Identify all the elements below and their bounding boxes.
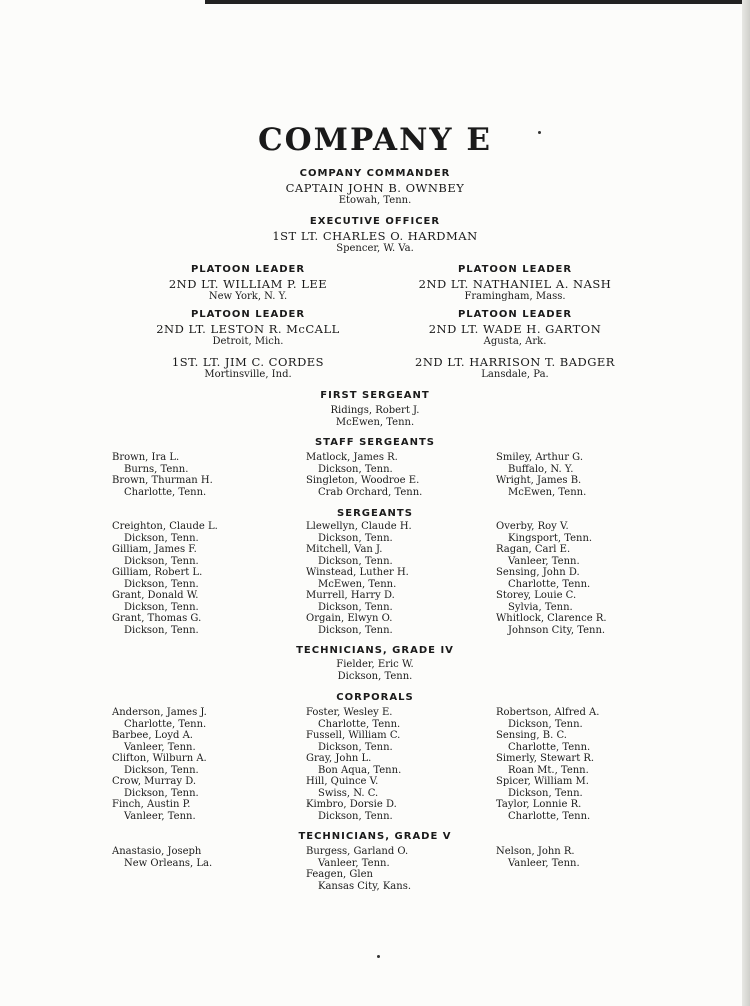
roster-entry bbox=[496, 590, 576, 613]
entry-location: Dickson, Tenn. bbox=[124, 578, 199, 590]
entry-name: Spicer, William M. bbox=[496, 776, 589, 787]
platoon-heading: PLATOON LEADER bbox=[457, 264, 573, 275]
tech4-name: Fielder, Eric W. bbox=[336, 659, 414, 670]
entry-name: Mitchell, Van J. bbox=[306, 544, 383, 555]
roster-entry bbox=[112, 707, 207, 730]
roster-entry bbox=[112, 613, 201, 636]
platoon-leader-location: New York, N. Y. bbox=[208, 291, 288, 302]
entry-name: Creighton, Claude L. bbox=[112, 521, 218, 532]
platoon-heading: PLATOON LEADER bbox=[190, 309, 306, 320]
first-sergeant-heading: FIRST SERGEANT bbox=[320, 390, 430, 401]
entry-name: Brown, Ira L. bbox=[112, 452, 180, 463]
entry-location: Kingsport, Tenn. bbox=[508, 532, 593, 544]
executive-name: 1ST LT. CHARLES O. HARDMAN bbox=[272, 229, 478, 243]
executive-location: Spencer, W. Va. bbox=[336, 243, 414, 254]
entry-name: Finch, Austin P. bbox=[112, 799, 191, 810]
roster-entry bbox=[496, 452, 583, 475]
entry-name: Barbee, Loyd A. bbox=[112, 730, 193, 741]
platoon-leader-location: Detroit, Mich. bbox=[212, 336, 284, 347]
roster-entry bbox=[306, 730, 400, 753]
officer-location: Mortinsville, Ind. bbox=[204, 369, 292, 380]
entry-name: Ragan, Carl E. bbox=[496, 544, 571, 555]
entry-location: McEwen, Tenn. bbox=[318, 578, 397, 590]
entry-name: Simerly, Stewart R. bbox=[496, 753, 595, 764]
entry-location: Dickson, Tenn. bbox=[124, 787, 199, 799]
officer-location: Lansdale, Pa. bbox=[481, 369, 549, 380]
entry-name: Gilliam, Robert L. bbox=[112, 567, 203, 578]
roster-entry bbox=[306, 799, 397, 822]
roster-entry bbox=[496, 475, 586, 498]
entry-name: Grant, Donald W. bbox=[112, 590, 199, 601]
roster-entry bbox=[306, 590, 395, 613]
entry-location: Dickson, Tenn. bbox=[318, 810, 393, 822]
entry-location: Charlotte, Tenn. bbox=[508, 741, 591, 753]
roster-entry bbox=[496, 846, 580, 869]
entry-name: Winstead, Luther H. bbox=[306, 567, 409, 578]
roster-entry bbox=[306, 613, 393, 636]
roster-entry bbox=[112, 776, 199, 799]
roster-entry bbox=[112, 567, 202, 590]
entry-name: Hill, Quince V. bbox=[306, 776, 379, 787]
entry-location: Dickson, Tenn. bbox=[508, 787, 583, 799]
entry-location: Johnson City, Tenn. bbox=[508, 624, 606, 636]
entry-location: Dickson, Tenn. bbox=[318, 601, 393, 613]
roster-entry bbox=[306, 567, 409, 590]
entry-name: Gray, John L. bbox=[306, 753, 372, 764]
entry-location: Charlotte, Tenn. bbox=[318, 718, 401, 730]
entry-location: Dickson, Tenn. bbox=[124, 624, 199, 636]
executive-heading: EXECUTIVE OFFICER bbox=[309, 216, 441, 227]
entry-name: Nelson, John R. bbox=[496, 846, 575, 857]
officer-name: 1ST. LT. JIM C. CORDES bbox=[171, 355, 325, 369]
entry-name: Wright, James B. bbox=[496, 475, 582, 486]
tech5-heading: TECHNICIANS, GRADE V bbox=[298, 831, 452, 842]
commander-name: CAPTAIN JOHN B. OWNBEY bbox=[285, 181, 465, 195]
roster-entry bbox=[306, 776, 378, 799]
entry-name: Llewellyn, Claude H. bbox=[306, 521, 412, 532]
roster-entry bbox=[306, 869, 411, 892]
roster-entry bbox=[112, 753, 207, 776]
roster-entry bbox=[496, 753, 594, 776]
roster-entry bbox=[112, 521, 218, 544]
entry-location: Vanleer, Tenn. bbox=[124, 741, 196, 753]
entry-name: Kimbro, Dorsie D. bbox=[306, 799, 397, 810]
entry-name: Anderson, James J. bbox=[112, 707, 207, 718]
entry-location: Dickson, Tenn. bbox=[318, 624, 393, 636]
tech4-heading: TECHNICIANS, GRADE IV bbox=[296, 645, 454, 656]
entry-name: Foster, Wesley E. bbox=[306, 707, 393, 718]
roster-entry bbox=[496, 613, 607, 636]
roster-entry bbox=[112, 544, 199, 567]
entry-location: Charlotte, Tenn. bbox=[124, 718, 207, 730]
corporals-heading: CORPORALS bbox=[336, 692, 414, 703]
roster-entry bbox=[112, 799, 196, 822]
roster-entry bbox=[306, 475, 422, 498]
entry-location: Roan Mt., Tenn. bbox=[508, 764, 589, 776]
entry-location: Dickson, Tenn. bbox=[318, 555, 393, 567]
roster-entry bbox=[496, 799, 590, 822]
roster-entry bbox=[306, 846, 408, 869]
staff-sergeants-heading: STAFF SERGEANTS bbox=[314, 437, 436, 448]
entry-name: Burgess, Garland O. bbox=[306, 846, 409, 857]
entry-location: Buffalo, N. Y. bbox=[508, 463, 574, 475]
entry-location: Crab Orchard, Tenn. bbox=[318, 486, 423, 498]
entry-name: Orgain, Elwyn O. bbox=[306, 613, 393, 624]
entry-location: Dickson, Tenn. bbox=[124, 555, 199, 567]
roster-entry bbox=[306, 521, 412, 544]
roster-entry bbox=[112, 590, 199, 613]
entry-name: Gilliam, James F. bbox=[112, 544, 197, 555]
roster-entry bbox=[306, 753, 401, 776]
platoon-leader-location: Framingham, Mass. bbox=[464, 291, 566, 302]
platoon-leader-location: Agusta, Ark. bbox=[483, 336, 547, 347]
platoon-leader-name: 2ND LT. LESTON R. McCALL bbox=[156, 322, 340, 336]
roster-entry bbox=[306, 544, 393, 567]
roster-entry bbox=[496, 707, 599, 730]
platoon-heading: PLATOON LEADER bbox=[190, 264, 306, 275]
platoon-leader-name: 2ND LT. WADE H. GARTON bbox=[428, 322, 602, 336]
entry-location: Dickson, Tenn. bbox=[508, 718, 583, 730]
entry-location: Charlotte, Tenn. bbox=[508, 810, 591, 822]
entry-name: Grant, Thomas G. bbox=[112, 613, 202, 624]
entry-name: Taylor, Lonnie R. bbox=[496, 799, 582, 810]
roster-entry bbox=[496, 521, 592, 544]
roster-entry bbox=[112, 730, 196, 753]
entry-name: Robertson, Alfred A. bbox=[496, 707, 600, 718]
entry-name: Anastasio, Joseph bbox=[112, 846, 202, 857]
entry-name: Clifton, Wilburn A. bbox=[112, 753, 207, 764]
roster-entry bbox=[112, 452, 188, 475]
roster-entry bbox=[306, 452, 398, 475]
entry-location: Dickson, Tenn. bbox=[318, 532, 393, 544]
entry-location: Charlotte, Tenn. bbox=[508, 578, 591, 590]
entry-name: Fussell, William C. bbox=[306, 730, 401, 741]
entry-location: Dickson, Tenn. bbox=[124, 532, 199, 544]
commander-heading: COMPANY COMMANDER bbox=[299, 168, 451, 179]
roster-entry bbox=[306, 707, 400, 730]
roster-entry bbox=[496, 730, 590, 753]
entry-location: Dickson, Tenn. bbox=[318, 463, 393, 475]
roster-entry bbox=[496, 544, 580, 567]
entry-location: Dickson, Tenn. bbox=[124, 601, 199, 613]
entry-location: Dickson, Tenn. bbox=[124, 764, 199, 776]
entry-location: Dickson, Tenn. bbox=[318, 741, 393, 753]
entry-location: Bon Aqua, Tenn. bbox=[318, 764, 402, 776]
entry-location: Sylvia, Tenn. bbox=[508, 601, 573, 613]
entry-name: Brown, Thurman H. bbox=[112, 475, 213, 486]
commander-location: Etowah, Tenn. bbox=[338, 195, 412, 206]
platoon-heading: PLATOON LEADER bbox=[457, 309, 573, 320]
scan-speck bbox=[377, 955, 380, 958]
entry-location: Swiss, N. C. bbox=[318, 787, 379, 799]
first-sergeant-name: Ridings, Robert J. bbox=[330, 405, 420, 416]
entry-name: Singleton, Woodroe E. bbox=[306, 475, 420, 486]
entry-location: Vanleer, Tenn. bbox=[508, 555, 580, 567]
scan-speck bbox=[538, 131, 541, 134]
platoon-leader-name: 2ND LT. NATHANIEL A. NASH bbox=[418, 277, 612, 291]
first-sergeant-location: McEwen, Tenn. bbox=[335, 417, 415, 428]
entry-name: Murrell, Harry D. bbox=[306, 590, 395, 601]
entry-name: Sensing, B. C. bbox=[496, 730, 567, 741]
entry-location: New Orleans, La. bbox=[124, 857, 213, 869]
roster-entry bbox=[112, 846, 212, 869]
entry-name: Whitlock, Clarence R. bbox=[496, 613, 607, 624]
entry-name: Crow, Murray D. bbox=[112, 776, 197, 787]
entry-location: Burns, Tenn. bbox=[124, 463, 189, 475]
scan-top-border bbox=[205, 0, 750, 4]
entry-location: Charlotte, Tenn. bbox=[124, 486, 207, 498]
entry-name: Storey, Louie C. bbox=[496, 590, 577, 601]
roster-entry bbox=[112, 475, 213, 498]
roster-entry bbox=[496, 776, 589, 799]
entry-name: Overby, Roy V. bbox=[496, 521, 569, 532]
entry-location: Vanleer, Tenn. bbox=[508, 857, 580, 869]
tech4-location: Dickson, Tenn. bbox=[337, 671, 413, 682]
page-title: COMPANY E bbox=[258, 122, 492, 158]
platoon-leader-name: 2ND LT. WILLIAM P. LEE bbox=[168, 277, 328, 291]
entry-name: Smiley, Arthur G. bbox=[496, 452, 583, 463]
roster-entry bbox=[496, 567, 590, 590]
entry-name: Sensing, John D. bbox=[496, 567, 580, 578]
entry-location: Vanleer, Tenn. bbox=[318, 857, 390, 869]
sergeants-heading: SERGEANTS bbox=[337, 508, 413, 519]
entry-name: Matlock, James R. bbox=[306, 452, 398, 463]
entry-location: Vanleer, Tenn. bbox=[124, 810, 196, 822]
entry-location: Kansas City, Kans. bbox=[318, 880, 412, 892]
entry-name: Feagen, Glen bbox=[306, 869, 373, 880]
entry-location: McEwen, Tenn. bbox=[508, 486, 587, 498]
officer-name: 2ND LT. HARRISON T. BADGER bbox=[415, 355, 615, 369]
